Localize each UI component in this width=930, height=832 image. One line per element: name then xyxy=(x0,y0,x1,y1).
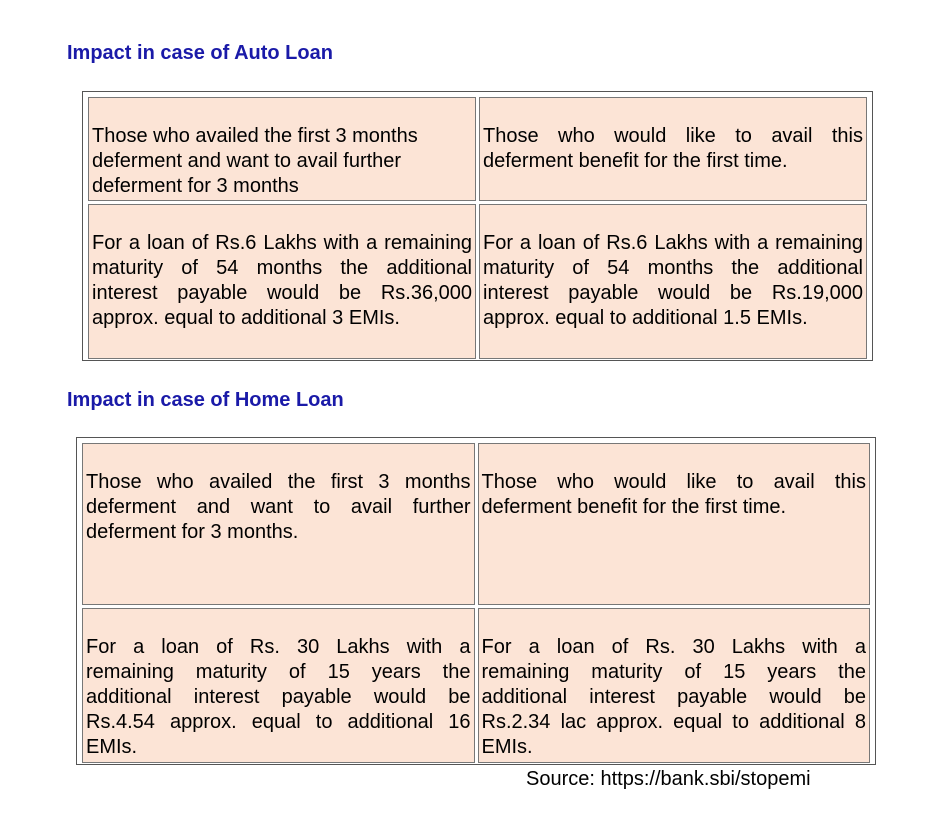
home-loan-table xyxy=(76,437,876,765)
home-loan-cell-first-time-impact: For a loan of Rs. 30 Lakhs with a remaining maturity of 15 years the additional interest payable would be Rs.2.34 lac approx. equal to additional 8 EMIs. xyxy=(478,608,871,763)
table-row xyxy=(82,443,870,605)
source-note: Source: https://bank.sbi/stopemi xyxy=(526,768,811,790)
auto-loan-cell-repeat-deferment: Those who availed the first 3 months deferment and want to avail further deferment for 3 months xyxy=(88,97,476,201)
home-loan-title: Impact in case of Home Loan xyxy=(67,389,344,411)
home-loan-cell-first-time-deferment: Those who would like to avail this deferment benefit for the first time. xyxy=(478,443,871,605)
table-row xyxy=(82,608,870,763)
table-row xyxy=(88,97,867,201)
auto-loan-cell-first-time-deferment: Those who would like to avail this deferment benefit for the first time. xyxy=(479,97,867,201)
home-loan-cell-repeat-deferment: Those who availed the first 3 months deferment and want to avail further deferment for 3 months. xyxy=(82,443,475,605)
auto-loan-table xyxy=(82,91,873,361)
auto-loan-cell-first-time-impact: For a loan of Rs.6 Lakhs with a remaining maturity of 54 months the additional interest payable would be Rs.19,000 approx. equal to additional 1.5 EMIs. xyxy=(479,204,867,359)
auto-loan-cell-repeat-impact: For a loan of Rs.6 Lakhs with a remaining maturity of 54 months the additional interest payable would be Rs.36,000 approx. equal to additional 3 EMIs. xyxy=(88,204,476,359)
table-row xyxy=(88,204,867,359)
home-loan-cell-repeat-impact: For a loan of Rs. 30 Lakhs with a remaining maturity of 15 years the additional interest payable would be Rs.4.54 approx. equal to additional 16 EMIs. xyxy=(82,608,475,763)
auto-loan-title: Impact in case of Auto Loan xyxy=(67,42,333,64)
